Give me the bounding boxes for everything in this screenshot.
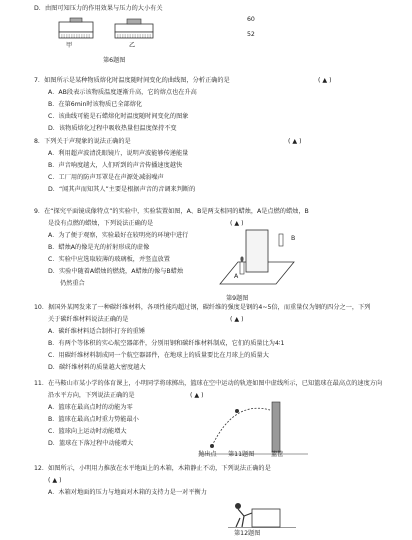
ball-icon [210,444,214,448]
fig6-label-yi: 乙 [129,42,136,49]
q11-option-a: A．篮球在最高点时的动能为零 [48,404,133,411]
q10-stem-line-1: 10．据国外某网发来了一种碳纤维材料，各项性能均超过钢，碳纤维的强度是钢的4~5倍，而重量仅为钢的四分之一，下列 [34,304,371,311]
q12-stem: 12．如图所示，小明用力推放在水平地面上的木箱，木箱静止不动，下列说法正确的是 [34,465,271,472]
fig6-side-value-2: 52 [247,31,255,38]
q10-stem-line-2: 关于碳纤维材料说法正确的是 [48,316,129,323]
q9-stem-line-1: 9．在“探究平面镜成像特点”的实验中，实验装置如图，A、B是两支相同的蜡烛，A是点燃的蜡烛，B [34,208,309,215]
fig12-caption: 第12题图 [234,530,261,537]
fig9-caption: 第9题图 [226,295,249,302]
q8-option-b: B．声音响度越大，人们听到的声音传播速度越快 [48,162,183,169]
q9-option-d: D．实验中随着A蜡烛的燃烧，A蜡烛的像与B蜡烛 [48,268,184,275]
fig6-container-yi [115,19,153,38]
flame-icon [240,256,243,261]
q11-answer-slot: ( ▲ ) [190,392,204,399]
q10-option-c: C．用碳纤维材料制成同一个航空器部件，在地球上的质量要比在月球上的质量大 [48,352,269,359]
q9-option-b: B．蜡烛A的像是光的折射形成的虚像 [48,244,150,251]
q10-option-a: A．碳纤维材料适合制作打夯的重锤 [48,328,146,335]
q7-option-d: D．该物质熔化过程中吸收热量但温度保持不变 [48,125,177,132]
fig11-ball-trajectory [200,398,310,456]
q11-option-c: C．篮球向上运动时动能增大 [48,428,127,435]
q8-option-d: D．“闻其声而知其人”主要是根据声音的音调来判断的 [48,186,196,193]
ball-icon [235,409,239,413]
person-head-icon [235,503,241,509]
wooden-box [252,509,280,527]
fig11-caption: 第11题图 [228,451,255,458]
q12-option-a: A．木箱对地面的压力与地面对木箱的支持力是一对平衡力 [48,489,207,496]
q10-answer-slot: ( ▲ ) [230,316,244,323]
q8-option-c: C．工厂用的防声耳罩是在声源处减弱噪声 [48,174,164,181]
q9-stem-line-2: 是没有点燃的蜡烛，下列说法正确的是 [48,220,154,227]
q9-option-a: A．为了便于观察，实验最好在较明亮的环境中进行 [48,232,189,239]
q10-option-b: B．有两个等体积的实心航空器部件，分别用钢和碳纤维材料制成，它们的质量比为4∶1 [48,340,285,347]
person-icon [236,509,252,527]
q7-option-a: A．AB段表示该物质温度逐渐升高，它的熔点也在升高 [48,89,197,96]
fig6-label-jia: 甲 [66,42,73,49]
q11-option-d: D．篮球在下落过程中动能增大 [48,440,134,447]
fig6-side-value-1: 60 [247,16,255,23]
q8-answer-slot: ( ▲ ) [288,138,302,145]
q10-option-d: D．碳纤维材料的质量越大密度越大 [48,364,146,371]
fig6-caption: 第6题图 [103,57,126,64]
trajectory-path [212,408,270,446]
q12-answer-slot: ( ▲ ) [48,477,62,484]
fig9-label-a: A [234,273,239,280]
q9-option-d-cont: 仍然重合 [60,280,85,287]
candle-b [279,234,283,246]
fig9-mirror-experiment [216,222,298,292]
q7-option-b: B．在第6min时该物质已全部熔化 [48,101,143,108]
q11-stem-line-1: 11．在马鞍山市某小学的体育课上，小明同学将球掷出，篮球在空中运动的轨迹如图中虚线所示，已知篮球在最高点的速度方向 [34,380,383,387]
q9-option-c: C．实验中应选取较薄的玻璃板，并竖直放置 [48,256,170,263]
glass-plate [246,230,268,272]
fig11-label-throw-point: 抛出点 [198,451,217,458]
fig6-container-jia [59,18,93,38]
q11-stem-line-2: 沿水平方向，下列说法正确的是 [48,392,135,399]
q8-stem: 8．下列关于声现象的说法正确的是 [34,138,131,145]
hoop-post [272,402,280,452]
candle-a [240,262,244,274]
q6-option-d: D．由图可知压力的作用效果与压力的大小有关 [34,5,163,12]
fig9-label-b: B [291,235,296,242]
q11-option-b: B．篮球在最高点时重力势能最小 [48,416,139,423]
q9-answer-slot: ( ▲ ) [230,220,244,227]
q7-answer-slot: ( ▲ ) [318,77,332,84]
fig11-label-hoop: 篮筐 [271,451,284,458]
q8-option-a: A．利用超声波清洗眼镜片，说明声波能够传递能量 [48,150,189,157]
q7-option-c: C．该曲线可能是石蜡熔化时温度随时间变化的图象 [48,113,189,120]
fig12-push-box [228,500,298,530]
q7-stem: 7．如图所示是某种物质熔化时温度随时间变化的曲线图，分析正确的是 [34,77,230,84]
